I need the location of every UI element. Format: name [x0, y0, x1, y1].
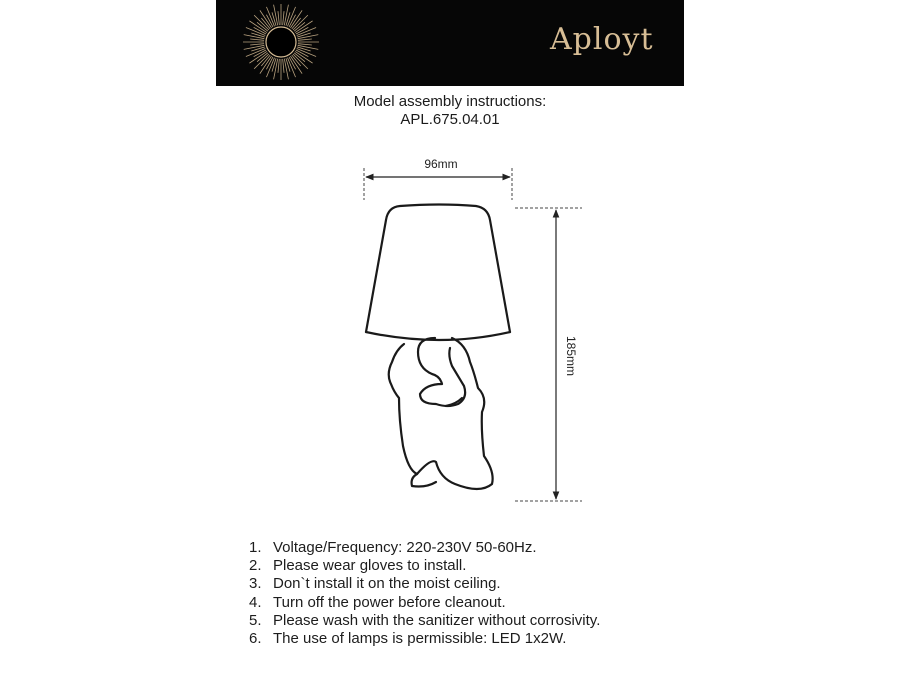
- instruction-item: 3. Don`t install it on the moist ceiling.: [249, 575, 501, 593]
- instruction-item: 1. Voltage/Frequency: 220-230V 50-60Hz.: [249, 539, 537, 556]
- height-dimension: [515, 208, 582, 501]
- brand-name: Aployt: [550, 22, 654, 57]
- model-number: APL.675.04.01: [400, 111, 500, 128]
- height-label: 185mm: [564, 335, 578, 377]
- width-label: 96mm: [424, 157, 458, 171]
- width-dimension: [364, 157, 512, 200]
- document-title: Model assembly instructions:: [353, 93, 547, 110]
- instruction-list: [249, 539, 600, 648]
- instruction-item: 4. Turn off the power before cleanout.: [249, 593, 506, 611]
- instruction-item: 5. Please wash with the sanitizer without corrosivity.: [249, 611, 601, 629]
- figure-lamp-outline: [366, 205, 510, 490]
- instruction-item: 6. The use of lamps is permissible: LED 1x2W.: [249, 629, 567, 647]
- instruction-item: 2. Please wear gloves to install.: [249, 557, 467, 575]
